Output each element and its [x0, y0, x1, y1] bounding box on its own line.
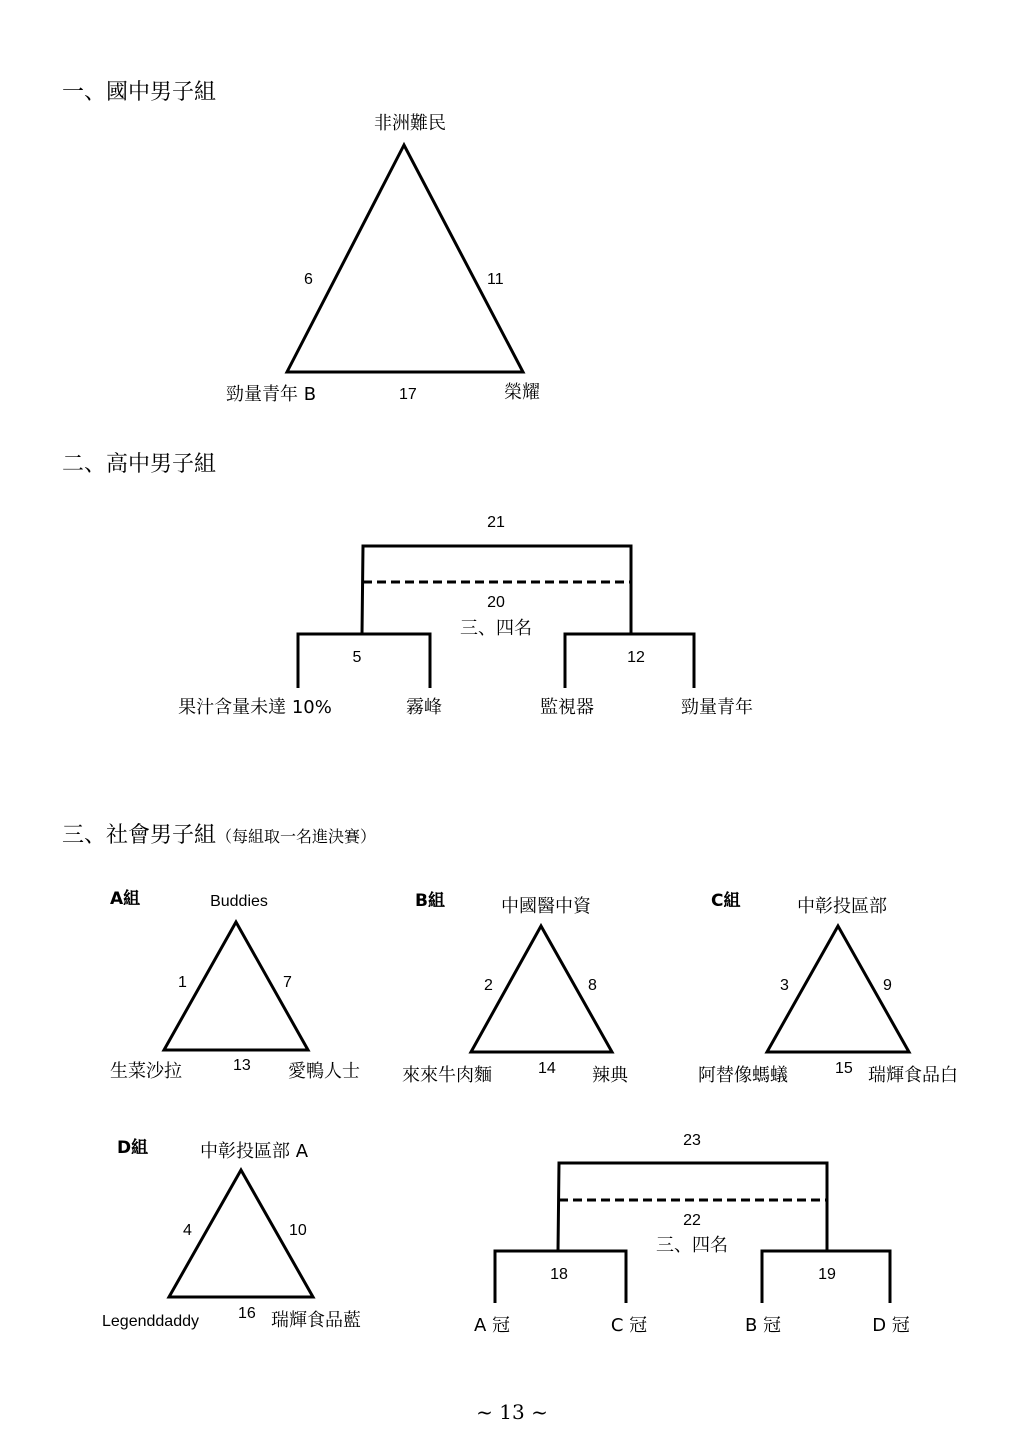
senior-third-game: 20: [487, 594, 505, 611]
group-c-right-edge-game: 9: [883, 977, 892, 994]
senior-final-game: 21: [487, 514, 505, 531]
senior-team-2: 霧峰: [406, 697, 442, 718]
group-d-bottom-edge-game: 16: [238, 1305, 256, 1322]
senior-section-title: 二、高中男子組: [62, 452, 217, 477]
society-team-1: A 冠: [473, 1315, 511, 1336]
group-c-bottom-edge-game: 15: [835, 1060, 853, 1077]
junior-right-edge-game: 11: [487, 271, 504, 288]
society-team-3: B 冠: [744, 1315, 782, 1336]
senior-semi-left: [298, 634, 430, 688]
society-title-note: （每組取一名進決賽）: [216, 827, 377, 846]
group-b-bottom-edge-game: 14: [538, 1060, 556, 1077]
society-team-2: C 冠: [610, 1315, 648, 1336]
group-c-top-team: 中彰投區部: [797, 896, 887, 917]
society-semi-left-game: 18: [550, 1266, 568, 1283]
group-d-bottom-left-team: Legenddaddy: [102, 1313, 199, 1330]
group-a-bottom-left-team: 生菜沙拉: [110, 1061, 182, 1082]
senior-semi-right-game: 12: [627, 649, 645, 666]
society-section-title: [62, 825, 376, 847]
junior-bottom-edge-game: 17: [399, 386, 417, 403]
group-a-left-edge-game: 1: [178, 974, 187, 991]
group-c-left-edge-game: 3: [780, 977, 789, 994]
junior-bottom-right-team: 榮耀: [504, 382, 540, 403]
senior-semi-left-game: 5: [352, 649, 362, 666]
group-c-name: C組: [711, 891, 741, 911]
society-third-game: 22: [683, 1212, 701, 1229]
group-b-right-edge-game: 8: [588, 977, 597, 994]
group-b-left-edge-game: 2: [484, 977, 493, 994]
junior-bottom-left-team: 勁量青年 B: [226, 384, 317, 405]
group-b-bottom-right-team: 辣典: [592, 1065, 628, 1086]
group-d-right-edge-game: 10: [289, 1222, 307, 1239]
group-a-bottom-edge-game: 13: [233, 1057, 251, 1074]
group-d-left-edge-game: 4: [183, 1222, 192, 1239]
group-d-top-team: 中彰投區部 A: [199, 1141, 309, 1162]
group-d-name: D組: [117, 1138, 149, 1158]
society-title-text: 三、社會男子組: [62, 823, 217, 848]
society-team-4: D 冠: [872, 1315, 910, 1336]
society-third-label: 三、四名: [656, 1235, 728, 1256]
senior-third-label: 三、四名: [460, 618, 532, 639]
group-b-bottom-left-team: 來來牛肉麵: [402, 1065, 492, 1086]
junior-top-team: 非洲難民: [374, 113, 446, 134]
senior-team-1: 果汁含量未達 10%: [178, 697, 332, 718]
group-d-bottom-right-team: 瑞輝食品藍: [271, 1310, 361, 1331]
page-number: ~ 13 ~: [476, 1400, 548, 1424]
junior-section-title: 一、國中男子組: [62, 80, 217, 105]
senior-team-3: 監視器: [540, 697, 594, 718]
senior-team-4: 勁量青年: [681, 697, 753, 718]
group-c-bottom-right-team: 瑞輝食品白: [868, 1065, 958, 1086]
group-b-name: B組: [415, 891, 445, 911]
group-c-bottom-left-team: 阿替像螞蟻: [698, 1065, 788, 1086]
group-a-right-edge-game: 7: [283, 974, 292, 991]
junior-triangle: [287, 145, 523, 372]
junior-left-edge-game: 6: [304, 271, 313, 288]
group-a-name: A組: [110, 889, 141, 909]
society-semi-right-game: 19: [818, 1266, 836, 1283]
group-a-bottom-right-team: 愛鴨人士: [288, 1061, 360, 1082]
group-b-top-team: 中國醫中資: [501, 896, 591, 917]
society-final-game: 23: [683, 1132, 701, 1149]
senior-bracket: [298, 546, 694, 688]
group-a-top-team: Buddies: [210, 893, 268, 910]
